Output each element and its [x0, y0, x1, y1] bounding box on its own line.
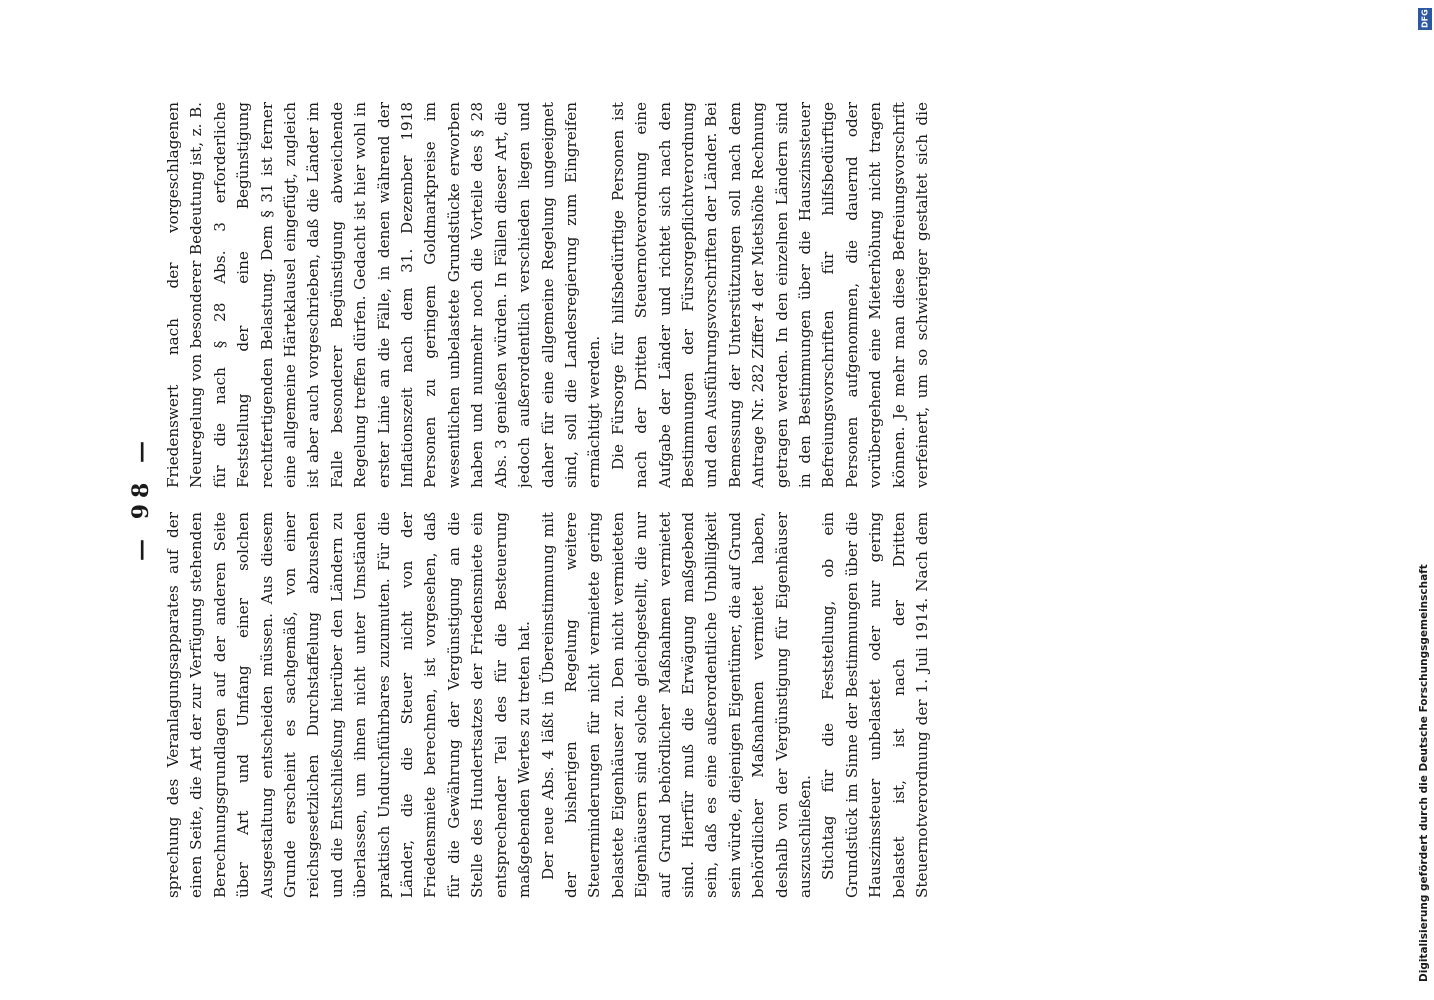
credit-text: Digitalisierung gefördert durch die Deutsche Forschungsgemeinschaft [1418, 564, 1430, 982]
paragraph: Stichtag für die Feststellung, ob ein Grundstück im Sinne der Bestimmungen über die Hauszinssteuer unbelastet oder nur gering belastet ist, ist nach der Dritten Steuernotverordnung der 1. Juli 1914. Nach dem [819, 512, 931, 898]
digitization-credit-strip [1414, 8, 1434, 988]
paragraph: sprechung des Veranlagungsapparates auf der einen Seite, die Art der zur Verfügung stehenden Berechnungsgrundlagen auf der anderen Seite über Art und Umfang einer solchen Ausgestaltung entscheiden müssen. Aus diesem Grunde erscheint es sachgemäß, von einer reichsgesetzlichen Durchstaffelung abzusehen und die Entschließung hierüber den Ländern zu überlassen, um ihnen nicht unter Umständen praktisch Undurchführbares zuzumuten. Für die Länder, die die Steuer nicht von der Friedensmiete berechnen, ist vorgesehen, daß für die Gewährung der Vergünstigung an die Stelle des Hundertsatzes der Friedensmiete ein entsprechender Teil des für die Besteuerung maßgebenden Wertes zu treten hat. [164, 512, 534, 898]
paragraph: Die Fürsorge für hilfsbedürftige Personen ist nach der Dritten Steuernotverordnung eine Aufgabe der Länder und richtet sich nach den Bestimmungen der Fürsorgepflichtverordnung und den Ausführungsvorschriften der Länder. Bei Bemessung der Unterstützungen soll nach dem Antrage Nr. 282 Ziffer 4 der Mietshöhe Rechnung getragen werden. In den einzelnen Ländern sind in den Bestimmungen über die Hauszinssteuer Befreiungsvorschriften für hilfsbedürftige Personen aufgenommen, die dauernd oder vorübergehend eine Mieterhöhung nicht tragen können. Je mehr man diese Befreiungsvorschrift verfeinert, um so schwieriger gestaltet sich die [608, 102, 931, 488]
paragraph: Friedenswert nach der vorgeschlagenen Neuregelung von besonderer Bedeutung ist, z. B. für die nach § 28 Abs. 3 erforderliche Feststellung der eine Begünstigung rechtfertigenden Belastung. Dem § 31 ist ferner eine allgemeine Härteklausel eingefügt, zugleich ist aber auch vorgeschrieben, daß die Länder im Falle besonderer Begünstigung abweichende Regelung treffen dürfen. Gedacht ist hier wohl in erster Linie an die Fälle, in denen während der Inflationszeit nach dem 31. Dezember 1918 Personen zu geringem Goldmarkpreise im wesentlichen unbelastete Grundstücke erworben haben und nunmehr noch die Vorteile des § 28 Abs. 3 genießen würden. In Fällen dieser Art, die jedoch außerordentlich verschieden liegen und daher für eine allgemeine Regelung ungeeignet sind, soll die Landesregierung zum Eingreifen ermächtigt werden. [164, 102, 604, 488]
left-text-column [162, 512, 932, 898]
page-number: — 98 — [128, 435, 154, 561]
rotated-book-page [128, 98, 1348, 898]
right-text-column [162, 102, 932, 488]
dfg-logo: DFG [1418, 8, 1432, 30]
paragraph: Der neue Abs. 4 läßt in Übereinstimmung mit der bisherigen Regelung weitere Steuerminderungen für nicht vermietete gering belastete Eigenhäuser zu. Den nicht vermieteten Eigenhäusern sind solche gleichgestellt, die nur auf Grund behördlicher Maßnahmen vermietet sind. Hierfür muß die Erwägung maßgebend sein, daß es eine außerordentliche Unbilligkeit sein würde, diejenigen Eigentümer, die auf Grund behördlicher Maßnahmen vermietet haben, deshalb von der Vergünstigung für Eigenhäuser auszuschließen. [538, 512, 814, 898]
